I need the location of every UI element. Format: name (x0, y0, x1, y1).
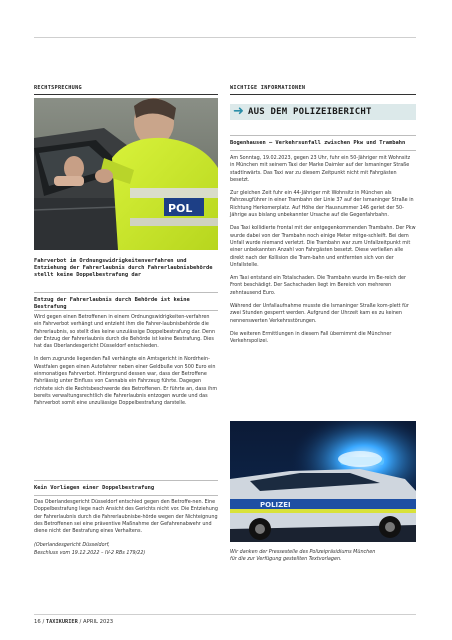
left-headline: Fahrverbot im Ordnungswidrigkeitenverfahren und Entziehung der Fahrerlaubnis durch Fahrerlaubnisbehörde stellt keine Doppelbestrafung dar (34, 258, 213, 279)
left-subhead-1: Entzug der Fahrerlaubnis durch Behörde ist keine Bestrafung (34, 297, 190, 311)
photo-caption (230, 549, 416, 564)
divider (34, 292, 218, 293)
top-rule (34, 37, 416, 38)
police-report-banner (230, 104, 416, 120)
right-paragraph-1: Am Sonntag, 19.02.2023, gegen 23 Uhr, fuhr ein 50-Jähriger mit Wohnsitz in München mit seinem Taxi der Marke Daimler auf der Ismaninger Straße stadtlnwärts. Das Taxi war zu diesem Zeitpunkt nicht mit Fahrgästen besetzt. (230, 155, 411, 183)
right-headline-block (230, 140, 416, 147)
source-line-1: (Oberlandesgericht Düsseldorf, (34, 542, 110, 549)
left-paragraph-1: Wird gegen einen Betroffenen in einem Ordnungswidrigkeiten-verfahren ein Fahrverbot verhängt und entzieht ihm die Fahrer-laubnisbehörde die Fahrerlaubnis, so stellt dies keine unzulässige Doppelbestrafung dar. Denn der Entzug der Fahrerlaubnis durch die Behörde ist keine Bestrafung. Dies hat das Oberlandesgericht Düsseldorf entschieden. (34, 314, 216, 350)
footer-separator: / (42, 619, 46, 625)
right-paragraph-2: Zur gleichen Zeit fuhr ein 44-Jähriger mit Wohnsitz in München als Fahrzeugführer in einer Trambahn der Linie 37 auf der Ismaninger Straße in Richtung Herkomerplatz. Auf Höhe der Hausnummer 146 geriet der 50-Jährige aus bislang unbekannter Ursache auf die Gegenfahrbahn. (230, 190, 414, 219)
right-paragraph-5: Während der Unfallaufnahme musste die Ismaninger Straße kom-plett für zwei Stunden gesperrt werden. Aufgrund der Uhrzeit kam es zu keinen nennenswerten Verkehrsstörungen. (230, 303, 409, 324)
page-footer (34, 619, 113, 625)
page-number: 16 (34, 619, 41, 625)
police-car-photo (230, 421, 416, 542)
svg-text:POL: POL (168, 202, 193, 215)
right-paragraph-4: Am Taxi entstand ein Totalschaden. Die Trambahn wurde im Be-reich der Front beschädigt. Der Sachschaden liegt im Bereich von mehreren zehntausend Euro. (230, 275, 407, 296)
divider (34, 480, 218, 481)
right-headline: Bogenhausen – Verkehrsunfall zwischen Pkw und Trambahn (230, 140, 406, 146)
section-rule-left (34, 94, 218, 95)
issue-date: APRIL 2023 (82, 619, 114, 625)
svg-text:POLIZEI: POLIZEI (260, 501, 291, 509)
footer-separator: / (79, 619, 83, 625)
divider (34, 310, 218, 311)
left-paragraphs (34, 314, 218, 408)
divider (230, 150, 416, 151)
left-paragraph-3: Das Oberlandesgericht Düsseldorf entschied gegen den Betroffe-nen. Eine Doppelbestrafung liege nach Ansicht des Gerichts nicht vor. Die Entziehung der Fahrerlaubnis durch die Fahrerlaubnisbe-hörde wegen der Nichteignung des Betroffenen sei eine präventive Maßnahme der Gefahrenabwehr und diene nicht der Bestrafung eines Verhaltens. (34, 499, 218, 535)
left-subhead-block-2 (34, 485, 218, 492)
caption-line-1: Wir danken der Pressestelle des Polizeipräsidiums München (230, 549, 376, 555)
divider (34, 495, 218, 496)
caption-line-2: für die zur Verfügung gestellten Textvorlagen. (230, 556, 342, 563)
section-label-right: WICHTIGE INFORMATIONEN (230, 85, 306, 91)
magazine-name: TAXIKURIER (45, 619, 78, 625)
arrow-right-icon: ➜ (233, 104, 244, 119)
section-label-left: RECHTSPRECHUNG (34, 85, 82, 91)
footer-rule (34, 614, 416, 615)
banner-title: AUS DEM POLIZEIBERICHT (248, 107, 372, 117)
left-subhead-2: Kein Vorliegen einer Doppelbestrafung (34, 485, 155, 491)
left-paragraphs-2 (34, 499, 218, 557)
source-line-2: Beschluss vom 19.12.2022 – IV-2 RBs 179/22) (34, 549, 146, 556)
right-paragraph-6: Die weiteren Ermittlungen in diesem Fall übernimmt die Münchner Verkehrspolizei. (230, 330, 392, 345)
left-paragraph-2: In dem zugrunde liegenden Fall verhängte ein Amtsgericht in Nordrhein-Westfalen gegen einen Autofahrer neben einer Geldbuße von 500 Euro ein einmonatiges Fahrverbot. Hintergrund dessen war, dass der Betroffene Fahrlässig unter Einfluss von Cannabis ein Fahrzeug führte. Dagegen richtete sich die Rechtsbeschwerde des Betroffenen. Er führte an, dass ihm bereits verwaltungsrechtlich die Fahrerlaubnis entzogen wurde und das Fahrverbot somit eine unzulässige Doppelbestrafung darstelle. (34, 356, 218, 407)
divider (230, 135, 416, 136)
section-rule-right (230, 94, 416, 95)
police-traffic-stop-photo (34, 98, 218, 250)
left-article (34, 258, 218, 280)
right-paragraph-3: Das Taxi kollidierte frontal mit der entgegenkommenden Trambahn. Der Pkw wurde dabei von der Trambahn noch einige Meter mitge-schleift. Bei dem Unfall wurde niemand verletzt. Die Trambahn war zum Unfallzeitpunkt mit einer unbekannten Anzahl von Fahrgästen besetzt. Diese verließen alle direkt nach der Kollision die Tram-bahn und entfernten sich von der Unfallstelle. (230, 225, 416, 268)
right-paragraphs (230, 155, 416, 346)
